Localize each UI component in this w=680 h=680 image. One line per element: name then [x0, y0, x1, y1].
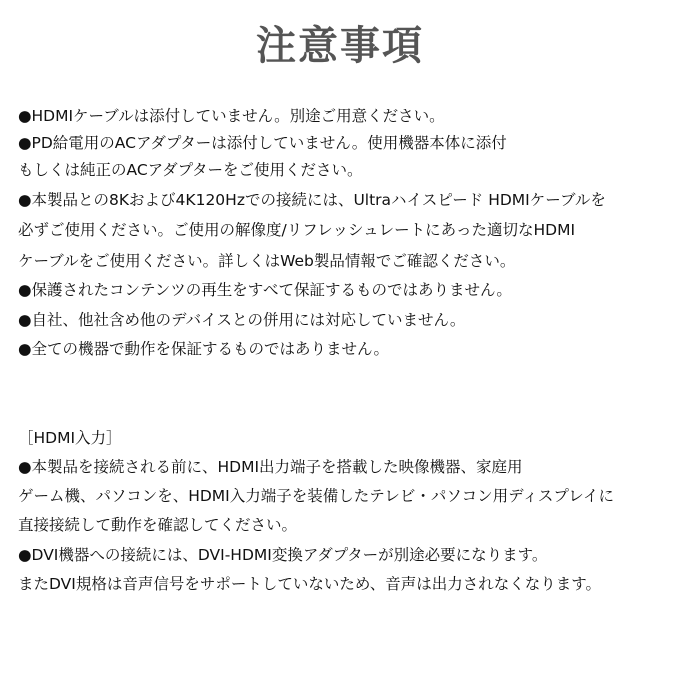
note-line: ●自社、他社含め他のデバイスとの併用には対応していません。	[18, 311, 466, 329]
hdmi-note-line: またDVI規格は音声信号をサポートしていないため、音声は出力されなくなります。	[18, 575, 601, 593]
note-line: 必ずご使用ください。ご使用の解像度/リフレッシュレートにあった適切なHDMI	[18, 221, 576, 239]
hdmi-note-line: ●本製品を接続される前に、HDMI出力端子を搭載した映像機器、家庭用	[18, 458, 523, 476]
note-line: もしくは純正のACアダプターをご使用ください。	[18, 161, 363, 179]
hdmi-note-line: ゲーム機、パソコンを、HDMI入力端子を装備したテレビ・パソコン用ディスプレイに	[18, 487, 614, 505]
note-line: ケーブルをご使用ください。詳しくはWeb製品情報でご確認ください。	[18, 252, 516, 270]
note-line: ●HDMIケーブルは添付していません。別途ご用意ください。	[18, 107, 445, 125]
note-line: ●本製品との8Kおよび4K120Hzでの接続には、Ultraハイスピード HDMIケーブルを	[18, 191, 606, 209]
note-line: ●全ての機器で動作を保証するものではありません。	[18, 340, 389, 358]
note-line: ●保護されたコンテンツの再生をすべて保証するものではありません。	[18, 281, 512, 299]
note-line: ●PD給電用のACアダプターは添付していません。使用機器本体に添付	[18, 134, 507, 152]
hdmi-section-heading: ［HDMI入力］	[18, 429, 122, 447]
hdmi-note-line: ●DVI機器への接続には、DVI-HDMI変換アダプターが別途必要になります。	[18, 546, 548, 564]
page-title: 注意事項	[256, 23, 424, 69]
hdmi-note-line: 直接接続して動作を確認してください。	[18, 516, 298, 534]
